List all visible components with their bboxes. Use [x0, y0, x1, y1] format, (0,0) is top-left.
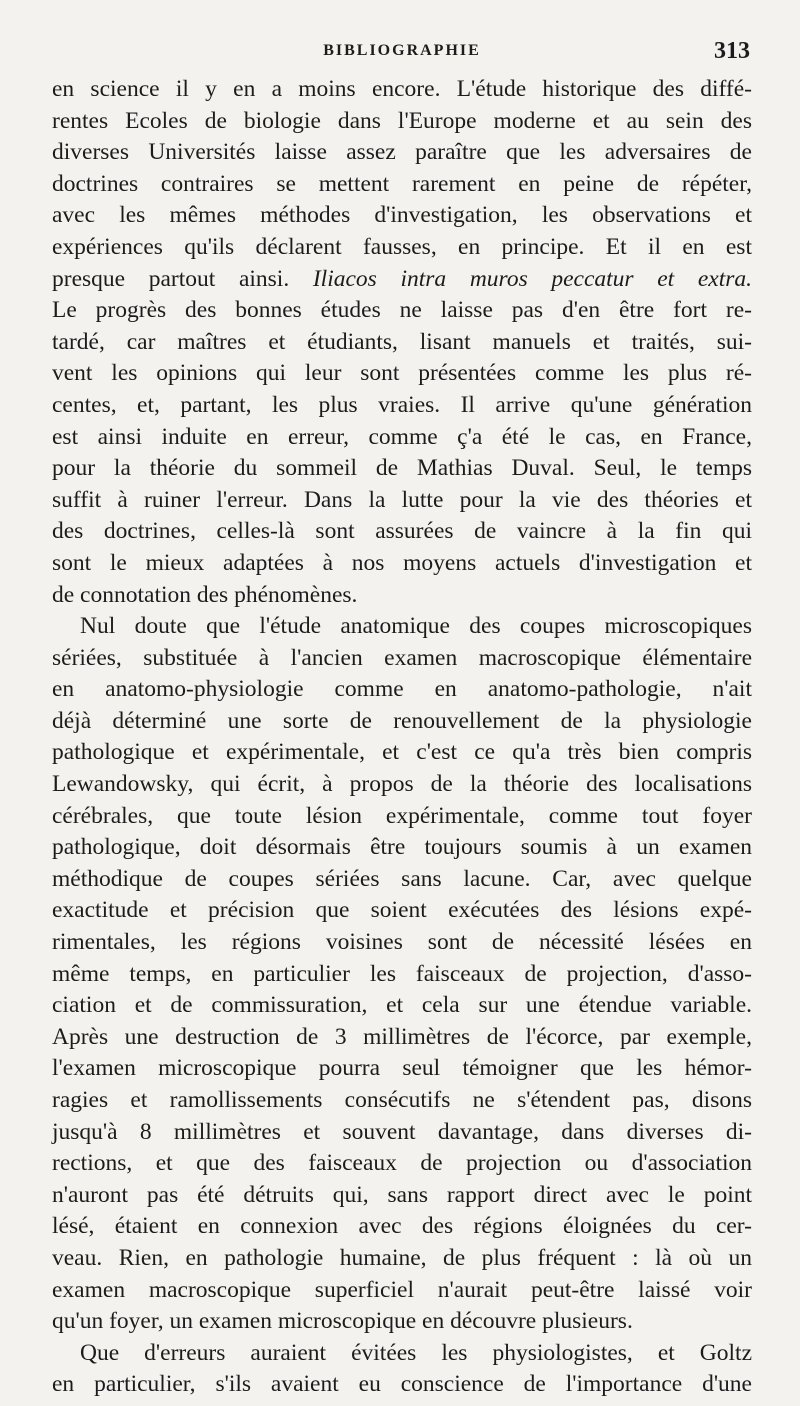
- text-line: doctrines contraires se mettent rarement en peine de répéter,: [52, 170, 752, 197]
- text-line: n'auront pas été détruits qui, sans rapport direct avec le point: [52, 1181, 752, 1208]
- text-line: centes, et, partant, les plus vraies. Il arrive qu'une génération: [52, 391, 752, 418]
- text-line: sont le mieux adaptées à nos moyens actuels d'investigation et: [52, 549, 752, 576]
- text-line: pathologique et expérimentale, et c'est ce qu'a très bien compris: [52, 739, 752, 766]
- text-line: sériées, substituée à l'ancien examen macroscopique élémentaire: [52, 644, 752, 671]
- text-line: rimentales, les régions voisines sont de nécessité lésées en: [52, 929, 752, 956]
- text-line: déjà déterminé une sorte de renouvellement de la physiologie: [52, 707, 752, 734]
- paragraph-3: [52, 1338, 752, 1401]
- text-line: des doctrines, celles-là sont assurées de vaincre à la fin qui: [52, 518, 752, 545]
- text-line: veau. Rien, en pathologie humaine, de plus fréquent : là où un: [52, 1244, 752, 1271]
- running-title: BIBLIOGRAPHIE: [323, 42, 481, 59]
- text-line: qu'un foyer, un examen microscopique en découvre plusieurs.: [52, 1308, 633, 1335]
- text-line: en anatomo-physiologie comme en anatomo-pathologie, n'ait: [52, 676, 752, 703]
- text-line: même temps, en particulier les faisceaux de projection, d'asso-: [52, 960, 752, 987]
- text-body: [52, 74, 752, 1401]
- text-line: vent les opinions qui leur sont présentées comme les plus ré-: [52, 360, 752, 387]
- text-line: est ainsi induite en erreur, comme ç'a été le cas, en France,: [52, 423, 752, 450]
- text-fragment: presque partout ainsi.: [52, 265, 313, 292]
- paragraph-2: [52, 611, 752, 1338]
- text-line: avec les mêmes méthodes d'investigation, les observations et: [52, 202, 752, 229]
- text-line: ciation et de commissuration, et cela sur une étendue variable.: [52, 992, 752, 1019]
- text-line: ragies et ramollissements consécutifs ne s'étendent pas, disons: [52, 1087, 752, 1113]
- text-line: Que d'erreurs auraient évitées les physiologistes, et Goltz: [80, 1339, 752, 1366]
- text-line: de connotation des phénomènes.: [52, 581, 358, 608]
- text-line: pour la théorie du sommeil de Mathias Duval. Seul, le temps: [52, 455, 752, 482]
- page-number: 313: [714, 38, 750, 64]
- text-line: Le progrès des bonnes études ne laisse pas d'en être fort re-: [52, 297, 752, 324]
- paragraph-1: [52, 74, 752, 611]
- text-line: jusqu'à 8 millimètres et souvent davantage, dans diverses di-: [52, 1118, 752, 1145]
- text-line: diverses Universités laisse assez paraître que les adversaires de: [52, 139, 752, 166]
- text-line: l'examen microscopique pourra seul témoigner que les hémor-: [52, 1055, 752, 1082]
- text-line: cérébrales, que toute lésion expérimentale, comme tout foyer: [52, 802, 752, 829]
- text-line-with-italic: [52, 264, 752, 296]
- text-line: suffit à ruiner l'erreur. Dans la lutte pour la vie des théories et: [52, 486, 752, 513]
- text-line: tardé, car maîtres et étudiants, lisant manuels et traités, sui-: [52, 328, 752, 355]
- text-line: rections, et que des faisceaux de projection ou d'association: [52, 1150, 752, 1177]
- text-line: expériences qu'ils déclarent fausses, en principe. Et il en est: [52, 233, 752, 260]
- text-line: Lewandowsky, qui écrit, à propos de la théorie des localisations: [52, 771, 752, 798]
- text-line: rentes Ecoles de biologie dans l'Europe moderne et au sein des: [52, 107, 752, 134]
- text-line: Après une destruction de 3 millimètres de l'écorce, par exemple,: [52, 1023, 752, 1050]
- running-head: [52, 36, 752, 70]
- text-line: en particulier, s'ils avaient eu conscience de l'importance d'une: [52, 1371, 752, 1398]
- text-line: Nul doute que l'étude anatomique des coupes microscopiques: [80, 613, 752, 640]
- text-line: pathologique, doit désormais être toujours soumis à un examen: [52, 834, 752, 861]
- latin-quotation: Iliacos intra muros peccatur et extra.: [312, 265, 752, 292]
- text-line: lésé, étaient en connexion avec des régions éloignées du cer-: [52, 1213, 752, 1240]
- text-line: examen macroscopique superficiel n'aurait peut-être laissé voir: [52, 1276, 752, 1303]
- text-line: méthodique de coupes sériées sans lacune. Car, avec quelque: [52, 865, 752, 892]
- text-line: en science il y en a moins encore. L'étude historique des diffé-: [52, 76, 752, 102]
- text-line: exactitude et précision que soient exécutées des lésions expé-: [52, 897, 752, 924]
